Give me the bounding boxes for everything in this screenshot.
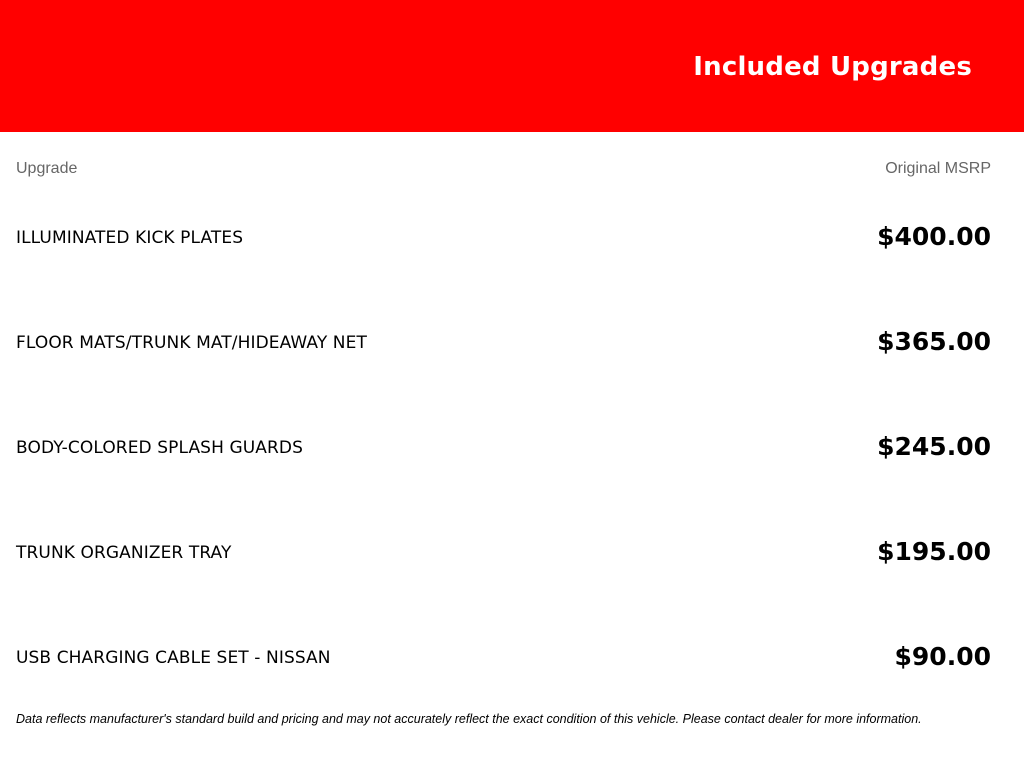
upgrade-price: $365.00 bbox=[877, 327, 991, 356]
column-header-upgrade: Upgrade bbox=[16, 160, 78, 177]
disclaimer-text: Data reflects manufacturer's standard build and pricing and may not accurately reflect the exact condition of this vehicle. Please contact dealer for more information. bbox=[16, 712, 922, 726]
upgrade-price: $90.00 bbox=[894, 642, 991, 671]
upgrade-price: $400.00 bbox=[877, 222, 991, 251]
table-header bbox=[16, 160, 991, 180]
upgrade-name: TRUNK ORGANIZER TRAY bbox=[16, 543, 232, 563]
upgrade-price: $245.00 bbox=[877, 432, 991, 461]
upgrade-price: $195.00 bbox=[877, 537, 991, 566]
header-banner bbox=[0, 0, 1024, 132]
page-title: Included Upgrades bbox=[693, 52, 972, 82]
upgrade-row bbox=[16, 642, 991, 747]
upgrade-name: BODY-COLORED SPLASH GUARDS bbox=[16, 438, 304, 458]
upgrade-name: ILLUMINATED KICK PLATES bbox=[16, 228, 244, 248]
upgrade-row bbox=[16, 432, 991, 537]
upgrade-name: FLOOR MATS/TRUNK MAT/HIDEAWAY NET bbox=[16, 333, 367, 353]
upgrade-name: USB CHARGING CABLE SET - NISSAN bbox=[16, 648, 331, 668]
upgrade-row bbox=[16, 537, 991, 642]
upgrades-list bbox=[16, 222, 991, 747]
upgrade-row bbox=[16, 222, 991, 327]
upgrade-row bbox=[16, 327, 991, 432]
column-header-msrp: Original MSRP bbox=[885, 160, 991, 177]
